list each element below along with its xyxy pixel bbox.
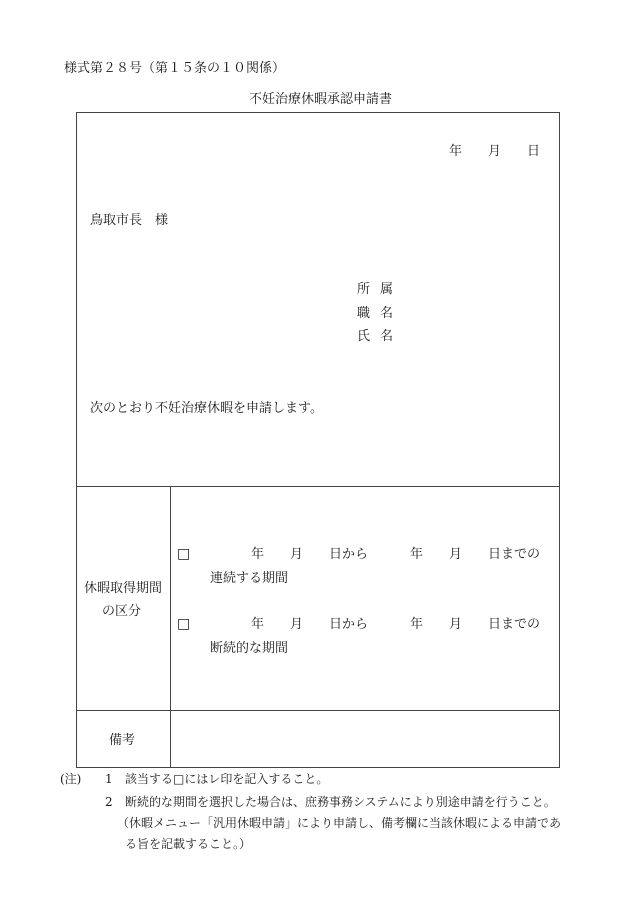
affiliation-char-1: 所	[357, 282, 371, 297]
intermittent-month2: 月	[449, 617, 463, 632]
note-2-num: 2	[105, 795, 113, 809]
remarks-label: 備考	[109, 733, 136, 748]
name-char-2: 名	[380, 329, 394, 344]
remarks-field[interactable]	[172, 712, 558, 766]
date-month-label: 月	[488, 144, 502, 159]
form-number: 様式第２８号（第１５条の１０関係）	[64, 61, 286, 76]
continuous-year2: 年	[410, 547, 424, 562]
continuous-day-until: 日までの	[488, 547, 541, 562]
date-year-label: 年	[449, 144, 463, 159]
position-char-2: 名	[380, 306, 394, 321]
note-2-sub-line1: （休暇メニュー「汎用休暇申請」により申請し、備考欄に当該休暇による申請であ	[117, 816, 562, 830]
table-divider-period	[76, 486, 560, 487]
note-1-num: 1	[105, 772, 113, 786]
intermittent-day-until: 日までの	[488, 617, 541, 632]
table-border-bottom	[76, 767, 560, 768]
affiliation-char-2: 属	[380, 282, 394, 297]
note-1-text: 該当する□にはレ印を記入すること。	[125, 772, 329, 786]
intermittent-year2: 年	[410, 617, 424, 632]
table-column-divider	[170, 486, 171, 768]
intermittent-month1: 月	[290, 617, 304, 632]
continuous-description: 連続する期間	[210, 571, 289, 586]
intermittent-day-from: 日から	[329, 617, 369, 632]
intermittent-description: 断続的な期間	[210, 641, 289, 656]
checkbox-intermittent[interactable]: □	[177, 616, 191, 632]
table-divider-remarks	[76, 710, 560, 711]
name-char-1: 氏	[357, 329, 371, 344]
table-border-left	[76, 112, 77, 768]
continuous-month2: 月	[449, 547, 463, 562]
request-text: 次のとおり不妊治療休暇を申請します。	[90, 401, 323, 416]
checkbox-continuous[interactable]: □	[177, 546, 191, 562]
page-title: 不妊治療休暇承認申請書	[249, 92, 393, 107]
position-char-1: 職	[357, 306, 371, 321]
table-border-right	[559, 112, 560, 768]
continuous-day-from: 日から	[329, 547, 369, 562]
table-border-top	[76, 112, 560, 113]
notes-prefix: (注)	[60, 772, 82, 786]
period-label-line2: の区分	[102, 604, 142, 619]
continuous-month1: 月	[290, 547, 304, 562]
note-2-text: 断続的な期間を選択した場合は、庶務事務システムにより別途申請を行うこと。	[125, 795, 556, 809]
date-day-label: 日	[527, 144, 541, 159]
note-2-sub-line2: る旨を記載すること。）	[125, 837, 252, 851]
intermittent-year1: 年	[251, 617, 265, 632]
continuous-year1: 年	[251, 547, 265, 562]
period-label-line1: 休暇取得期間	[84, 581, 163, 596]
addressee: 鳥取市長 様	[90, 213, 169, 228]
